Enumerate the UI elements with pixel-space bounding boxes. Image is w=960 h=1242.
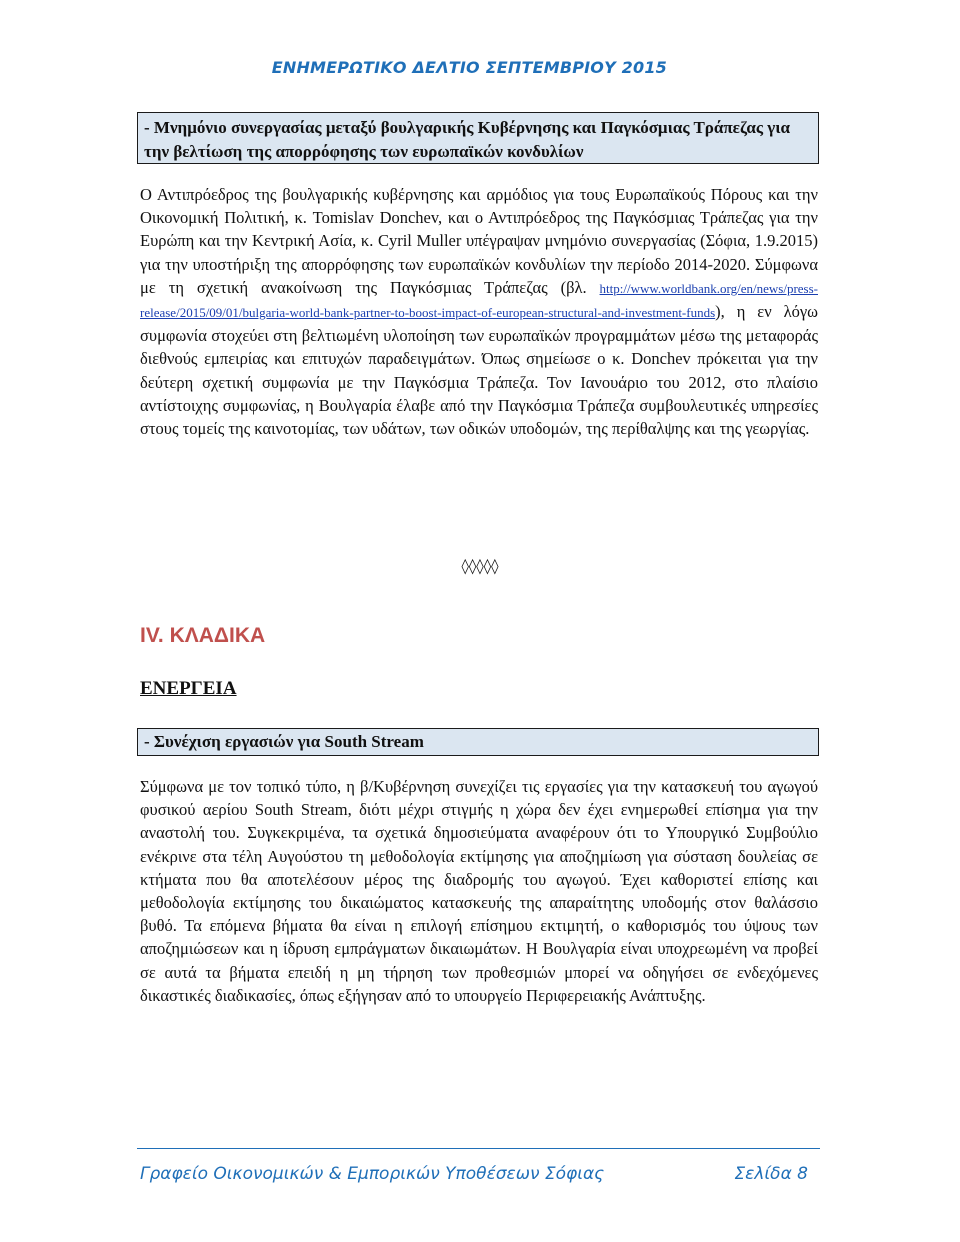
bulletin-header-title: ΕΝΗΜΕΡΩΤΙΚΟ ΔΕΛΤΙΟ ΣΕΠΤΕΜΒΡΙΟΥ 2015 (271, 58, 667, 77)
article-body (140, 775, 818, 1007)
article-body-text-continued: ), η εν λόγω συμφωνία στοχεύει στη βελτιωμένη υλοποίηση των ευρωπαϊκών προγραμμάτων μέσω της μεταφοράς διεθνούς εμπειρίας και επιτυχών παραδειγμάτων. Όπως σημείωσε ο κ. Donchev πρόκειται για την δεύτερη σχετική συμφωνία με την Παγκόσμια Τράπεζα. Τον Ιανουάριο του 2012, στο πλαίσιο αντίστοιχης συμφωνίας, η Βουλγαρία έλαβε από την Παγκόσμια Τράπεζα συμβουλευτικές υπηρεσίες στους τομείς της καινοτομίας, των υδάτων, των οδικών υποδομών, της περίθαλψης και της γεωργίας. (140, 302, 818, 439)
article-heading: - Συνέχιση εργασιών για South Stream (144, 732, 424, 751)
worldbank-press-release-link[interactable]: http://www.worldbank.org/en/news/press-release/2015/09/01/bulgaria-world-bank-partner-to-boost-impact-of-european-structural-and-investment-funds (140, 280, 818, 321)
subsection-title: ΕΝΕΡΓΕΙΑ (140, 678, 237, 699)
article-heading-box (137, 728, 819, 756)
article-body-text: Σύμφωνα με τον τοπικό τύπο, η β/Κυβέρνηση συνεχίζει τις εργασίες για την κατασκευή του αγωγού φυσικού αερίου South Stream, διότι μέχρι στιγμής η χώρα δεν έχει ενημερωθεί επίσημα για την αναστολή του. Συγκεκριμένα, τα σχετικά δημοσιεύματα αναφέρουν ότι το Υπουργικό Συμβούλιο ενέκρινε στα τέλη Αυγούστου τη μεθοδολογία εκτίμησης για αποζημίωση για σύσταση δουλείας σε κτήματα που θα αποτελέσουν μέρος της διαδρομής του αγωγού. Έχει καθοριστεί επίσης και μεθοδολογία εκτίμησης του δικαιώματος κατασκευής της απαραίτητης υποδομής στον θαλάσσιο βυθό. Τα επόμενα βήματα θα είναι η επιλογή επίσημου εκτιμητή, ο καθορισμός του ύψους των αποζημιώσεων και η ίδρυση εμπράγματων δικαιωμάτων. Η Βουλγαρία είναι υποχρεωμένη να προβεί σε αυτά τα βήματα επειδή η μη τήρηση των προθεσμιών μπορεί να οδηγήσει σε ενδεχόμενες δικαστικές διαδικασίες, όπως εξήγησαν από το υπουργείο Περιφερειακής Ανάπτυξης. (140, 777, 818, 1005)
article-heading: - Μνημόνιο συνεργασίας μεταξύ βουλγαρικής Κυβέρνησης και Παγκόσμιας Τράπεζας για την βελτίωση της απορρόφησης των ευρωπαϊκών κονδυλίων (144, 118, 791, 161)
article-body-text: Ο Αντιπρόεδρος της βουλγαρικής κυβέρνησης και αρμόδιος για τους Ευρωπαϊκούς Πόρους και την Οικονομική Πολιτική, κ. Tomislav Donchev, και ο Αντιπρόεδρος της Παγκόσμιας Τράπεζας για την Ευρώπη και την Κεντρική Ασία, κ. Cyril Muller υπέγραψαν μνημόνιο συνεργασίας (Σόφια, 1.9.2015) για την υποστήριξη της απορρόφησης των ευρωπαϊκών κονδυλίων την περίοδο 2014-2020. Σύμφωνα με τη σχετική ανακοίνωση της Παγκόσμιας Τράπεζας (βλ. (140, 185, 818, 297)
diamond-separator: ◊◊◊◊◊ (461, 557, 499, 575)
footer-office-name: Γραφείο Οικονομικών & Εμπορικών Υποθέσεων Σόφιας (140, 1164, 605, 1184)
article-heading-box (137, 112, 819, 164)
footer-divider (137, 1148, 820, 1149)
section-title: IV. ΚΛΑΔΙΚΑ (140, 624, 266, 647)
article-body (140, 183, 818, 440)
page-number: Σελίδα 8 (734, 1164, 808, 1184)
